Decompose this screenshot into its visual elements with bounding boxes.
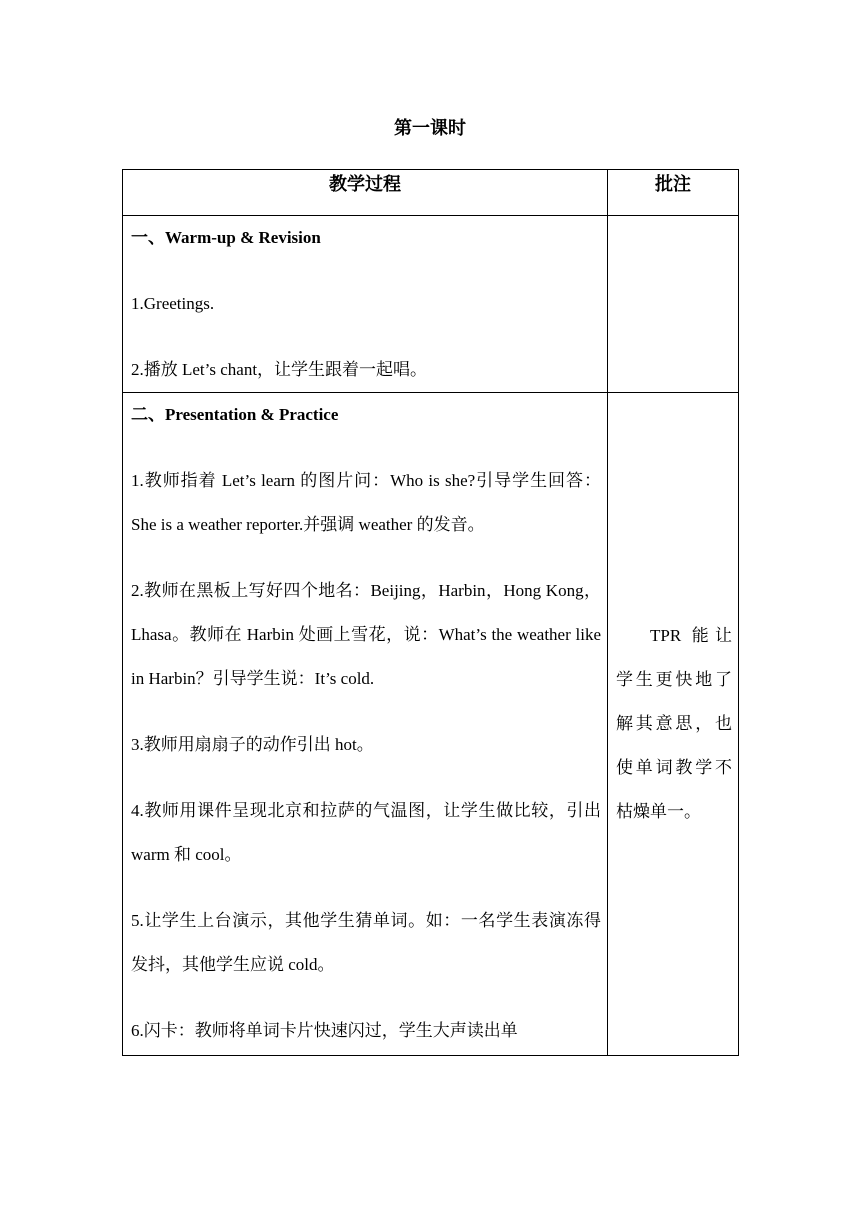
table-header-row [123,170,739,216]
list-item: 6.闪卡：教师将单词卡片快速闪过，学生大声读出单 [131,1021,518,1040]
lesson-table [122,169,739,1056]
note-cell-presentation [608,393,739,1056]
list-item: 2.教师在黑板上写好四个地名：Beijing，Harbin，Hong Kong，Lhasa。教师在 Harbin 处画上雪花，说：What’s the weather like in Harbin？引导学生说：It’s cold. [131,581,601,688]
list-item: 3.教师用扇扇子的动作引出 hot。 [131,735,374,754]
table-row [123,393,739,1056]
header-note: 批注 [608,170,739,216]
list-item: 4.教师用课件呈现北京和拉萨的气温图，让学生做比较，引出 warm 和 cool。 [131,801,601,864]
section-title-warmup: 一、Warm-up & Revision [131,228,321,247]
process-cell-presentation [123,393,608,1056]
list-item: 1.教师指着 Let’s learn 的图片问：Who is she?引导学生回答：She is a weather reporter.并强调 weather 的发音。 [131,471,601,534]
list-item: 1.Greetings. [131,294,215,313]
note-text-presentation: TPR 能让学生更快地了解其意思，也使单词教学不枯燥单一。 [616,626,732,821]
header-process: 教学过程 [123,170,608,216]
process-cell-warmup [123,216,608,393]
section-title-presentation: 二、Presentation & Practice [131,405,339,424]
list-item: 5.让学生上台演示，其他学生猜单词。如：一名学生表演冻得发抖，其他学生应说 cold。 [131,911,601,974]
note-cell-warmup [608,216,739,393]
list-item: 2.播放 Let’s chant，让学生跟着一起唱。 [131,360,428,379]
page-title: 第一课时 [394,118,466,138]
table-row [123,216,739,393]
